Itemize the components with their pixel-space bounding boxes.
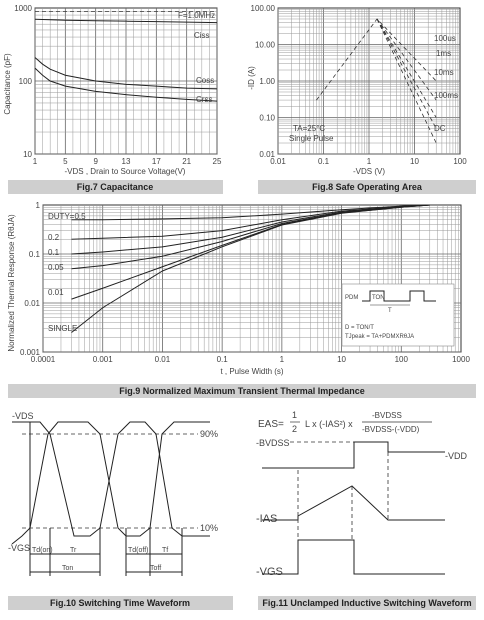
fig7-ytick: 10	[23, 150, 32, 159]
fig9-ytick: 0.1	[28, 250, 40, 259]
fig8-series-10ms	[377, 19, 436, 118]
fig10-tdoff-label: Td(off)	[128, 547, 149, 554]
fig8-label-100ms: 100ms	[434, 91, 459, 100]
fig9-xtick: 1000	[452, 355, 470, 364]
fig9-label-single: SINGLE	[48, 324, 78, 333]
fig9-xtick: 1	[279, 355, 285, 364]
fig9-ylabel: Normalized Thermal Response (RθJA)	[7, 214, 16, 352]
fig8-xlabel: -VDS (V)	[353, 167, 385, 176]
fig9-inset	[342, 284, 454, 346]
fig8-series-1ms	[377, 19, 436, 100]
fig7-ylabel: Capacitance (pF)	[3, 53, 12, 115]
fig8-label-1ms: 1ms	[436, 49, 452, 58]
fig8-label-10ms: 10ms	[434, 68, 454, 77]
fig9-chart	[7, 201, 476, 398]
fig11-frac-num: 1	[292, 410, 298, 420]
fig10-caption: Fig.10 Switching Time Waveform	[49, 598, 191, 608]
fig8-xtick: 10	[410, 157, 419, 166]
fig8-ytick: 0.10	[259, 113, 275, 123]
fig7-label-crss: Crss	[196, 95, 213, 104]
fig7-label-coss: Coss	[196, 76, 215, 85]
fig11-vdd-label: -VDD	[445, 451, 467, 461]
fig11-frac-den: 2	[292, 424, 298, 434]
fig7-xtick: 17	[151, 157, 161, 166]
fig7-xlabel: -VDS , Drain to Source Voltage(V)	[64, 167, 186, 176]
fig7-xtick: 1	[32, 157, 38, 166]
fig7-caption: Fig.7 Capacitance	[76, 182, 154, 192]
fig11-eas-prefix: EAS=	[258, 419, 284, 430]
fig10-vgs-label: -VGS	[8, 543, 31, 553]
fig10-vgs-waveform	[12, 422, 210, 544]
fig11-ias-label: -IAS	[256, 513, 278, 525]
fig11-waveform	[256, 410, 476, 610]
fig8-ylabel: -ID (A)	[247, 66, 256, 90]
fig7-ytick: 100	[18, 77, 32, 86]
fig8-ytick: 1.00	[259, 77, 275, 86]
fig9-xtick: 10	[337, 355, 347, 364]
fig9-xtick: 0.1	[216, 355, 228, 364]
fig7-xtick: 9	[93, 157, 98, 166]
fig7-label-ciss: Ciss	[194, 31, 210, 40]
fig10-90pct-label: 90%	[200, 429, 219, 439]
fig8-caption: Fig.8 Safe Operating Area	[312, 182, 422, 192]
fig8-label-100us: 100us	[434, 34, 456, 43]
fig11-frac2-den: -BVDSS-(-VDD)	[362, 425, 420, 434]
fig11-vgs-waveform	[262, 540, 445, 574]
fig9-inset-formula1: D = TON/T	[345, 325, 374, 331]
fig7-ytick: 1000	[14, 4, 32, 13]
fig7-xtick: 21	[182, 157, 192, 166]
fig8-pulse-annotation: Single Pulse	[289, 134, 334, 143]
fig7-xtick: 5	[63, 157, 68, 166]
fig9-xtick: 0.0001	[30, 355, 56, 364]
fig8-xtick: 0.1	[317, 157, 330, 166]
fig9-label-0.01: 0.01	[48, 288, 64, 297]
fig10-vds-label: -VDS	[12, 411, 34, 421]
fig10-toff-label: Toff	[150, 565, 162, 572]
fig7-xtick: 13	[121, 157, 131, 166]
fig9-inset-t: T	[388, 308, 392, 314]
fig8-label-dc: DC	[434, 124, 446, 133]
fig10-tf-label: Tf	[162, 547, 169, 554]
fig8-chart	[247, 4, 476, 194]
fig9-xtick: 0.001	[92, 355, 113, 364]
fig9-xtick: 100	[394, 355, 408, 364]
fig10-tdon-label: Td(on)	[32, 547, 53, 554]
fig9-xtick: 0.01	[154, 355, 171, 364]
fig10-waveform	[8, 411, 233, 610]
fig8-ytick: 0.01	[259, 150, 275, 159]
fig10-tr-label: Tr	[70, 547, 77, 554]
fig9-inset-pdm: PDM	[345, 295, 359, 301]
fig9-label-0.1: 0.1	[48, 248, 60, 257]
fig9-inset-formula2: TJpeak = TA+PDMXRθJA	[345, 334, 415, 340]
fig7-freq-annotation: F=1.0MHz	[178, 11, 216, 20]
fig9-ytick: 0.001	[19, 348, 40, 357]
fig11-vgs-label: -VGS	[256, 566, 283, 578]
fig8-xtick: 1	[366, 157, 372, 166]
fig8-xtick: 0.01	[270, 157, 286, 166]
fig9-xlabel: t , Pulse Width (s)	[220, 367, 284, 376]
fig11-eas-mid: L x (-IAS²) x	[305, 419, 353, 429]
fig11-id-waveform	[262, 486, 445, 520]
fig8-series-100ms	[377, 19, 436, 129]
fig7-xtick: 25	[212, 157, 222, 166]
fig11-frac2-num: -BVDSS	[372, 411, 402, 420]
fig8-ytick: 100.00	[250, 4, 275, 13]
fig9-label-0.2: 0.2	[48, 233, 60, 242]
fig8-ytick: 10.00	[254, 40, 275, 50]
fig9-label-0.05: 0.05	[48, 263, 64, 272]
fig9-label-duty: DUTY=0.5	[48, 212, 86, 221]
fig11-caption: Fig.11 Unclamped Inductive Switching Waveform	[262, 598, 472, 608]
fig8-ta-annotation: TA=25°C	[293, 124, 326, 133]
fig9-ytick: 0.01	[24, 299, 40, 308]
fig10-vds-waveform	[12, 422, 210, 536]
fig11-bvdss-label: -BVDSS	[256, 438, 290, 448]
fig9-inset-ton: TON	[372, 295, 385, 301]
fig10-10pct-label: 10%	[200, 523, 219, 533]
fig9-ytick: 1	[35, 201, 40, 210]
fig7-chart	[3, 4, 223, 194]
fig8-xtick: 100	[453, 157, 467, 166]
fig10-ton-label: Ton	[62, 565, 74, 572]
fig9-caption: Fig.9 Normalized Maximum Transient Thermal Impedance	[119, 386, 365, 396]
